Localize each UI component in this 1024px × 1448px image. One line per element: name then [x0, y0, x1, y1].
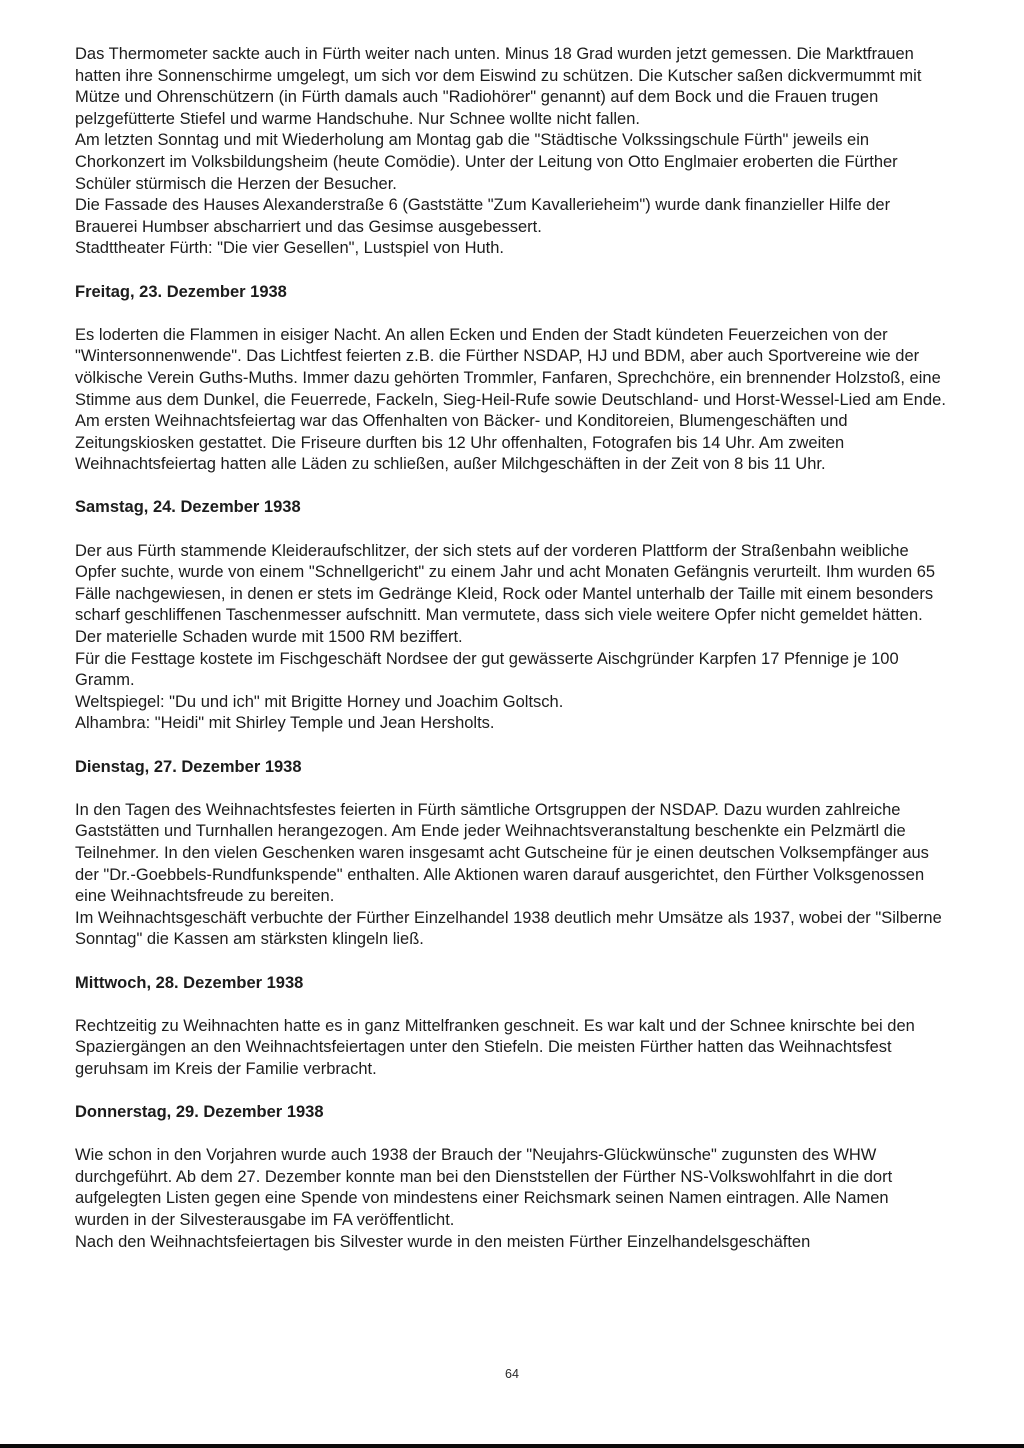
section-heading-freitag-23-dezember: Freitag, 23. Dezember 1938: [75, 282, 287, 301]
paragraph: Weltspiegel: "Du und ich" mit Brigitte Horney und Joachim Goltsch.: [75, 692, 564, 711]
paragraph: Der aus Fürth stammende Kleideraufschlitzer, der sich stets auf der vorderen Plattform der Straßenbahn weibliche Opfer suchte, wurde von einem "Schnellgericht" zu einem Jahr und acht Monaten Gefängnis verurteilt. Ihm wurden 65 Fälle nachgewiesen, in denen er stets im Gedränge Kleid, Rock oder Mantel unterhalb der Taille mit einem besonders scharf geschliffenen Taschenmesser aufschnitt. Man vermutete, dass sich viele weitere Opfer nicht gemeldet hätten. Der materielle Schaden wurde mit 1500 RM beziffert.: [75, 541, 936, 647]
paragraph: Am letzten Sonntag und mit Wiederholung am Montag gab die "Städtische Volkssingschule Fürth" jeweils ein Chorkonzert im Volksbildungsheim (heute Comödie). Unter der Leitung von Otto Englmaier eroberten die Fürther Schüler stürmisch die Herzen der Besucher.: [75, 131, 898, 193]
paragraph: Nach den Weihnachtsfeiertagen bis Silvester wurde in den meisten Fürther Einzelhandelsgeschäften: [75, 1232, 811, 1251]
paragraph: Alhambra: "Heidi" mit Shirley Temple und Jean Hersholts.: [75, 714, 495, 733]
section-heading-samstag-24-dezember: Samstag, 24. Dezember 1938: [75, 498, 301, 517]
page-number: 64: [505, 1367, 519, 1381]
paragraph: Für die Festtage kostete im Fischgeschäft Nordsee der gut gewässerte Aischgründer Karpfen 17 Pfennige je 100 Gramm.: [75, 649, 899, 690]
section-heading-mittwoch-28-dezember: Mittwoch, 28. Dezember 1938: [75, 973, 304, 992]
paragraph: Es loderten die Flammen in eisiger Nacht. An allen Ecken und Enden der Stadt kündeten Feuerzeichen von der "Wintersonnenwende". Das Lichtfest feierten z.B. die Fürther NSDAP, HJ und BDM, aber auch Sportvereine wie der völkische Verein Guths-Muths. Immer dazu gehörten Trommler, Fanfaren, Sprechchöre, ein brennender Holzstoß, eine Stimme aus dem Dunkel, die Feuerrede, Fackeln, Sieg-Heil-Rufe sowie Deutschland- und Horst-Wessel-Lied am Ende.: [75, 325, 946, 409]
paragraph: Wie schon in den Vorjahren wurde auch 1938 der Brauch der "Neujahrs-Glückwünsche" zugunsten des WHW durchgeführt. Ab dem 27. Dezember konnte man bei den Dienststellen der Fürther NS-Volkswohlfahrt in die dort aufgelegten Listen gegen eine Spende von mindestens einer Reichsmark seinen Namen eintragen. Alle Namen wurden in der Silvesterausgabe im FA veröffentlicht.: [75, 1146, 893, 1230]
paragraph: Die Fassade des Hauses Alexanderstraße 6 (Gaststätte "Zum Kavallerieheim") wurde dank finanzieller Hilfe der Brauerei Humbser abscharriert und das Gesimse ausgebessert.: [75, 196, 891, 236]
paragraph: Stadttheater Fürth: "Die vier Gesellen", Lustspiel von Huth.: [75, 239, 505, 258]
scan-edge-artifact: [0, 1444, 1024, 1448]
paragraph: Im Weihnachtsgeschäft verbuchte der Fürther Einzelhandel 1938 deutlich mehr Umsätze als 1937, wobei der "Silberne Sonntag" die Kassen am stärksten klingeln ließ.: [75, 908, 942, 949]
section-heading-dienstag-27-dezember: Dienstag, 27. Dezember 1938: [75, 757, 302, 776]
paragraph: Das Thermometer sackte auch in Fürth weiter nach unten. Minus 18 Grad wurden jetzt gemessen. Die Marktfrauen hatten ihre Sonnenschirme umgelegt, um sich vor dem Eiswind zu schützen. Die Kutscher saßen dickvermummt mit Mütze und Ohrenschützern (in Fürth damals auch "Radiohörer" genannt) auf dem Bock und die Frauen trugen pelzgefütterte Stiefel und warme Handschuhe. Nur Schnee wollte nicht fallen.: [75, 45, 922, 128]
paragraph: Rechtzeitig zu Weihnachten hatte es in ganz Mittelfranken geschneit. Es war kalt und der Schnee knirschte bei den Spaziergängen an den Weihnachtsfeiertagen unter den Stiefeln. Die meisten Fürther hatten das Weihnachtsfest geruhsam im Kreis der Familie verbracht.: [75, 1016, 915, 1078]
paragraph: Am ersten Weihnachtsfeiertag war das Offenhalten von Bäcker- und Konditoreien, Blumengeschäften und Zeitungskiosken gestattet. Die Friseure durften bis 12 Uhr offenhalten, Fotografen bis 14 Uhr. Am zweiten Weihnachtsfeiertag hatten alle Läden zu schließen, außer Milchgeschäften in der Zeit von 8 bis 11 Uhr.: [75, 412, 848, 474]
section-heading-donnerstag-29-dezember: Donnerstag, 29. Dezember 1938: [75, 1103, 324, 1122]
paragraph: In den Tagen des Weihnachtsfestes feierten in Fürth sämtliche Ortsgruppen der NSDAP. Dazu wurden zahlreiche Gaststätten und Turnhallen herangezogen. Am Ende jeder Weihnachtsveranstaltung beschenkte ein Pelzmärtl die Teilnehmer. In den vielen Geschenken waren insgesamt acht Gutscheine für je einen deutschen Volksempfänger aus der "Dr.-Goebbels-Rundfunkspende" enthalten. Alle Aktionen waren darauf ausgerichtet, den Fürther Volksgenossen eine Weihnachtsfreude zu bereiten.: [75, 800, 929, 906]
document-content: [75, 44, 947, 1253]
